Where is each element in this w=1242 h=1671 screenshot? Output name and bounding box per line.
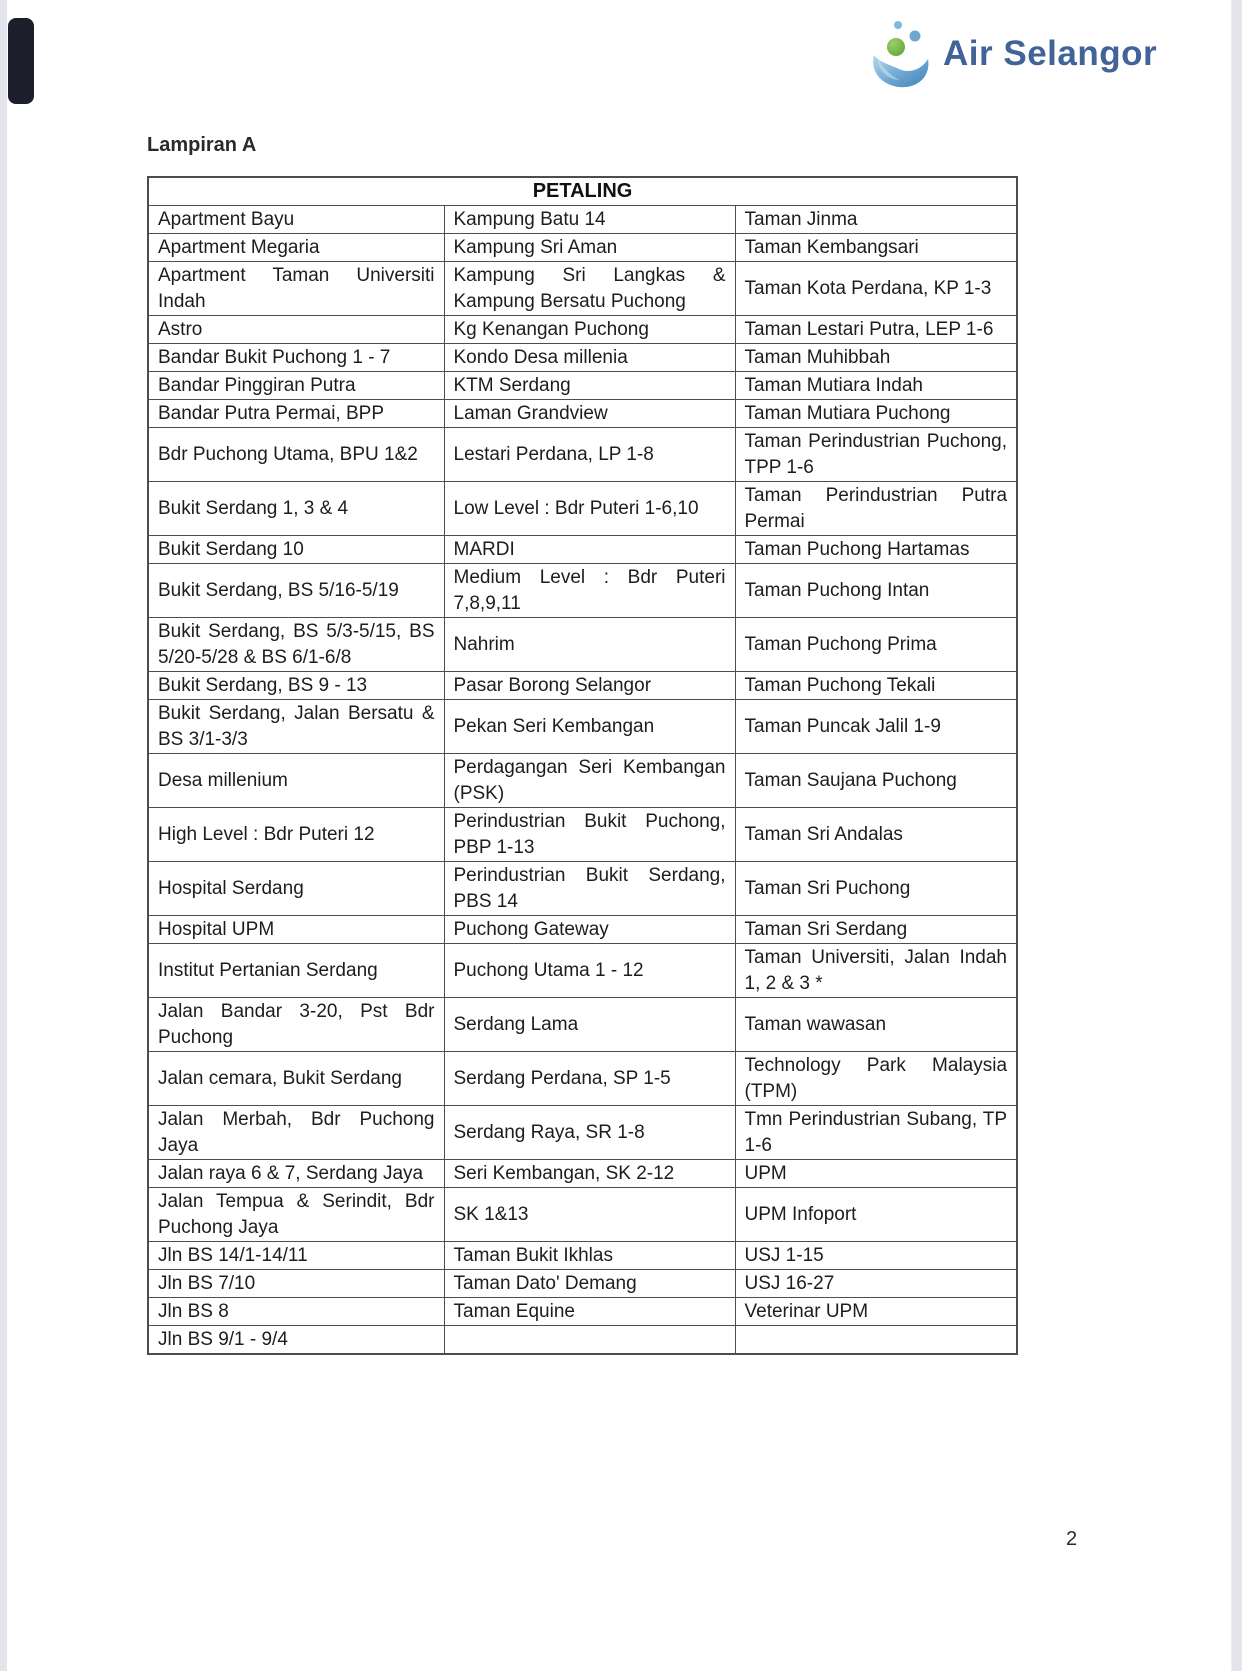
area-cell: Bandar Pinggiran Putra	[148, 372, 444, 400]
area-cell: Bukit Serdang, Jalan Bersatu & BS 3/1-3/3	[148, 700, 444, 754]
area-cell: Astro	[148, 316, 444, 344]
table-row	[148, 482, 1017, 536]
area-cell: Taman Puchong Intan	[735, 564, 1017, 618]
area-cell: Perdagangan Seri Kembangan (PSK)	[444, 754, 735, 808]
area-cell: Taman Sri Andalas	[735, 808, 1017, 862]
area-cell: Bandar Putra Permai, BPP	[148, 400, 444, 428]
scrollbar-thumb[interactable]	[8, 18, 34, 104]
table-row	[148, 1326, 1017, 1355]
area-cell: Taman Muhibbah	[735, 344, 1017, 372]
table-row	[148, 672, 1017, 700]
area-cell: Serdang Perdana, SP 1-5	[444, 1052, 735, 1106]
area-cell: Taman Dato' Demang	[444, 1270, 735, 1298]
area-cell: Nahrim	[444, 618, 735, 672]
area-cell: Kampung Batu 14	[444, 206, 735, 234]
area-cell: SK 1&13	[444, 1188, 735, 1242]
table-row	[148, 916, 1017, 944]
area-cell: Kg Kenangan Puchong	[444, 316, 735, 344]
area-cell: Taman Bukit Ikhlas	[444, 1242, 735, 1270]
area-cell: Kondo Desa millenia	[444, 344, 735, 372]
table-body	[148, 206, 1017, 1355]
area-cell: Bandar Bukit Puchong 1 - 7	[148, 344, 444, 372]
table-row	[148, 1052, 1017, 1106]
table-row	[148, 1242, 1017, 1270]
area-cell: UPM	[735, 1160, 1017, 1188]
area-cell: Hospital UPM	[148, 916, 444, 944]
area-cell: Taman Mutiara Indah	[735, 372, 1017, 400]
area-cell: Jln BS 7/10	[148, 1270, 444, 1298]
area-cell: Serdang Lama	[444, 998, 735, 1052]
table-row	[148, 428, 1017, 482]
area-cell: Taman wawasan	[735, 998, 1017, 1052]
area-cell: Apartment Taman Universiti Indah	[148, 262, 444, 316]
page-number: 2	[1066, 1528, 1078, 1550]
area-cell: Veterinar UPM	[735, 1298, 1017, 1326]
table-row	[148, 1270, 1017, 1298]
area-cell: Taman Perindustrian Putra Permai	[735, 482, 1017, 536]
table-row	[148, 998, 1017, 1052]
area-cell: Jln BS 14/1-14/11	[148, 1242, 444, 1270]
area-cell: Taman Perindustrian Puchong, TPP 1-6	[735, 428, 1017, 482]
area-cell: Taman Sri Puchong	[735, 862, 1017, 916]
table-row	[148, 316, 1017, 344]
area-cell: Taman Lestari Putra, LEP 1-6	[735, 316, 1017, 344]
table-row	[148, 754, 1017, 808]
table-row	[148, 808, 1017, 862]
table-row	[148, 262, 1017, 316]
area-cell: Puchong Utama 1 - 12	[444, 944, 735, 998]
area-cell: Tmn Perindustrian Subang, TP 1-6	[735, 1106, 1017, 1160]
area-cell: Taman Universiti, Jalan Indah 1, 2 & 3 *	[735, 944, 1017, 998]
area-cell: Kampung Sri Langkas & Kampung Bersatu Puchong	[444, 262, 735, 316]
area-cell: USJ 1-15	[735, 1242, 1017, 1270]
area-cell	[735, 1326, 1017, 1355]
table-row	[148, 372, 1017, 400]
area-cell: Apartment Bayu	[148, 206, 444, 234]
area-cell: Perindustrian Bukit Puchong, PBP 1-13	[444, 808, 735, 862]
table-row	[148, 234, 1017, 262]
table-row	[148, 1160, 1017, 1188]
left-scrollbar-track[interactable]	[0, 0, 7, 1671]
area-cell: Puchong Gateway	[444, 916, 735, 944]
table-row	[148, 862, 1017, 916]
area-cell: Perindustrian Bukit Serdang, PBS 14	[444, 862, 735, 916]
logo-text: Air Selangor	[943, 34, 1158, 73]
area-cell: Taman Sri Serdang	[735, 916, 1017, 944]
area-cell: Bukit Serdang 1, 3 & 4	[148, 482, 444, 536]
area-cell: Bukit Serdang, BS 5/3-5/15, BS 5/20-5/28 & BS 6/1-6/8	[148, 618, 444, 672]
table-title: PETALING	[148, 177, 1017, 206]
area-cell: Bukit Serdang, BS 5/16-5/19	[148, 564, 444, 618]
table-row	[148, 564, 1017, 618]
area-cell: MARDI	[444, 536, 735, 564]
area-cell: Hospital Serdang	[148, 862, 444, 916]
table-row	[148, 944, 1017, 998]
air-selangor-logo	[868, 16, 1157, 92]
area-cell: Jalan Merbah, Bdr Puchong Jaya	[148, 1106, 444, 1160]
table-title-row	[148, 177, 1017, 206]
area-cell: Taman Equine	[444, 1298, 735, 1326]
area-cell: Taman Kembangsari	[735, 234, 1017, 262]
table-row	[148, 206, 1017, 234]
area-cell: Bukit Serdang, BS 9 - 13	[148, 672, 444, 700]
area-cell: Taman Puchong Prima	[735, 618, 1017, 672]
area-cell: Jln BS 8	[148, 1298, 444, 1326]
table-row	[148, 536, 1017, 564]
table-row	[148, 344, 1017, 372]
table-row	[148, 1188, 1017, 1242]
table-row	[148, 1106, 1017, 1160]
area-cell: UPM Infoport	[735, 1188, 1017, 1242]
water-wave-droplet-icon	[868, 17, 934, 91]
area-cell: Taman Mutiara Puchong	[735, 400, 1017, 428]
area-cell: Bdr Puchong Utama, BPU 1&2	[148, 428, 444, 482]
area-cell: Jalan cemara, Bukit Serdang	[148, 1052, 444, 1106]
area-cell: Desa millenium	[148, 754, 444, 808]
table-row	[148, 1298, 1017, 1326]
area-cell: USJ 16-27	[735, 1270, 1017, 1298]
area-cell: Jalan raya 6 & 7, Serdang Jaya	[148, 1160, 444, 1188]
area-cell: Jln BS 9/1 - 9/4	[148, 1326, 444, 1355]
area-cell: Medium Level : Bdr Puteri 7,8,9,11	[444, 564, 735, 618]
area-cell: Low Level : Bdr Puteri 1-6,10	[444, 482, 735, 536]
area-cell: KTM Serdang	[444, 372, 735, 400]
area-cell: Serdang Raya, SR 1-8	[444, 1106, 735, 1160]
table-row	[148, 700, 1017, 754]
area-cell: Laman Grandview	[444, 400, 735, 428]
table-row	[148, 400, 1017, 428]
area-cell: Pekan Seri Kembangan	[444, 700, 735, 754]
area-cell: Kampung Sri Aman	[444, 234, 735, 262]
area-cell	[444, 1326, 735, 1355]
area-cell: Jalan Bandar 3-20, Pst Bdr Puchong	[148, 998, 444, 1052]
document-heading: Lampiran A	[147, 134, 257, 156]
area-cell: Taman Kota Perdana, KP 1-3	[735, 262, 1017, 316]
area-cell: High Level : Bdr Puteri 12	[148, 808, 444, 862]
petaling-table	[147, 176, 1018, 1355]
area-cell: Apartment Megaria	[148, 234, 444, 262]
area-cell: Lestari Perdana, LP 1-8	[444, 428, 735, 482]
area-cell: Taman Puncak Jalil 1-9	[735, 700, 1017, 754]
area-cell: Taman Jinma	[735, 206, 1017, 234]
area-cell: Bukit Serdang 10	[148, 536, 444, 564]
area-cell: Seri Kembangan, SK 2-12	[444, 1160, 735, 1188]
area-cell: Institut Pertanian Serdang	[148, 944, 444, 998]
area-cell: Taman Saujana Puchong	[735, 754, 1017, 808]
right-scrollbar-track[interactable]	[1231, 0, 1242, 1671]
area-cell: Technology Park Malaysia (TPM)	[735, 1052, 1017, 1106]
area-cell: Pasar Borong Selangor	[444, 672, 735, 700]
area-cell: Taman Puchong Hartamas	[735, 536, 1017, 564]
area-cell: Jalan Tempua & Serindit, Bdr Puchong Jaya	[148, 1188, 444, 1242]
area-cell: Taman Puchong Tekali	[735, 672, 1017, 700]
table-row	[148, 618, 1017, 672]
